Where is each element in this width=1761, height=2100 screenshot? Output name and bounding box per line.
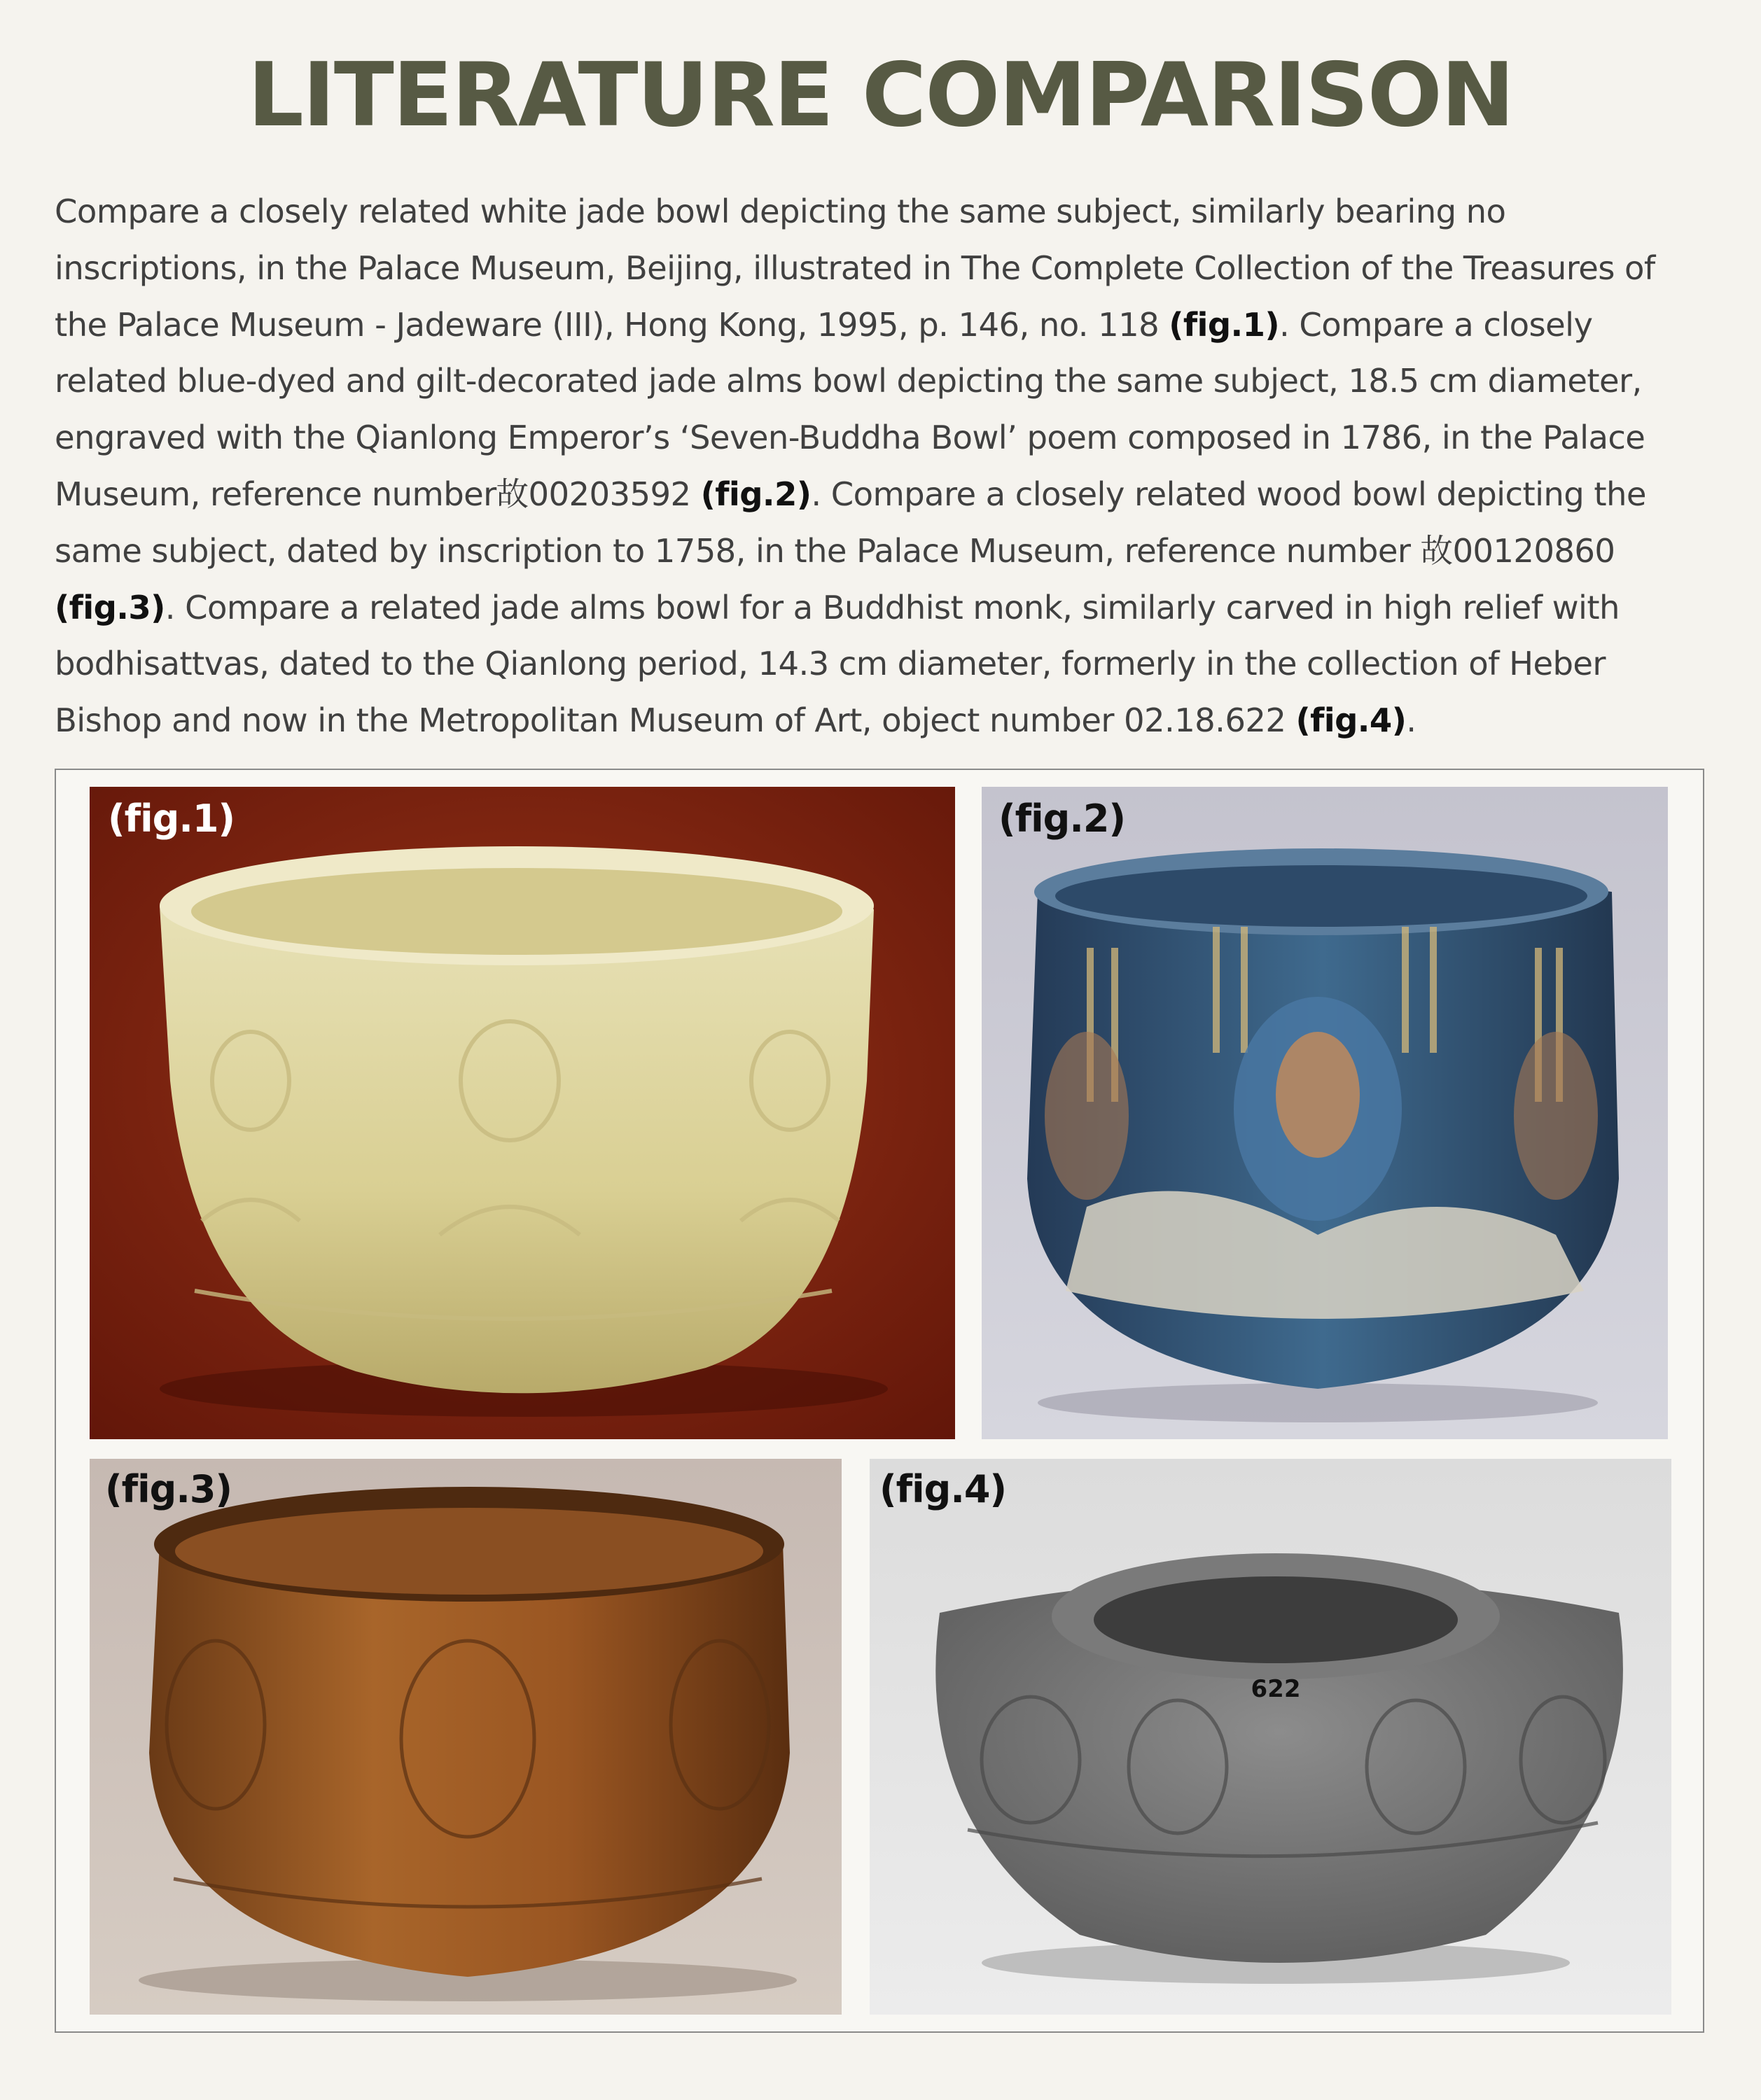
- paragraph-text: Compare a closely related white jade bowl depicting the same subject, similarly bearing no inscriptions, in the Palace Museum, Beijing, illustrated in The Complete Collection of the Treasures of the Palace Museum - Jadeware (III), Hong Kong, 1995, p. 146, no. 118: [55, 192, 1655, 344]
- figure-reference: (fig.3): [55, 588, 165, 626]
- fig2-photo: [982, 787, 1668, 1439]
- figure-reference: (fig.1): [1169, 305, 1280, 344]
- paragraph-text: . Compare a related jade alms bowl for a Buddhist monk, similarly carved in high relief with bodhisattvas, dated to the Qianlong period, 14.3 cm diameter, formerly in the collection of Heber Bishop and now in the Metropolitan Museum of Art, object number 02.18.622: [55, 588, 1620, 740]
- fig3-label: (fig.3): [105, 1467, 232, 1511]
- page-title: LITERATURE COMPARISON: [247, 43, 1514, 146]
- fig1-label: (fig.1): [108, 797, 235, 841]
- fig4-photo: [870, 1459, 1671, 2015]
- fig4-label: (fig.4): [879, 1467, 1007, 1511]
- literature-paragraph: [55, 183, 1707, 749]
- fig1-photo: [90, 787, 955, 1439]
- paragraph-text: .: [1406, 701, 1417, 740]
- fig4-catalogue-marking: 622: [1251, 1675, 1301, 1703]
- paragraph-text: . Compare a closely related wood bowl depicting the same subject, dated by inscription to 1758, in the Palace Museum, reference number 故00120860: [55, 475, 1646, 570]
- fig2-label: (fig.2): [998, 797, 1126, 841]
- fig3-photo: [90, 1459, 842, 2015]
- figure-reference: (fig.4): [1295, 701, 1407, 740]
- figure-reference: (fig.2): [700, 475, 812, 513]
- paragraph-text: . Compare a closely related blue-dyed and gilt-decorated jade alms bowl depicting the same subject, 18.5 cm diameter, engraved with the Qianlong Emperor’s ‘Seven-Buddha Bowl’ poem composed in 1786, in the Palace Museum, reference number故00203592: [55, 305, 1645, 513]
